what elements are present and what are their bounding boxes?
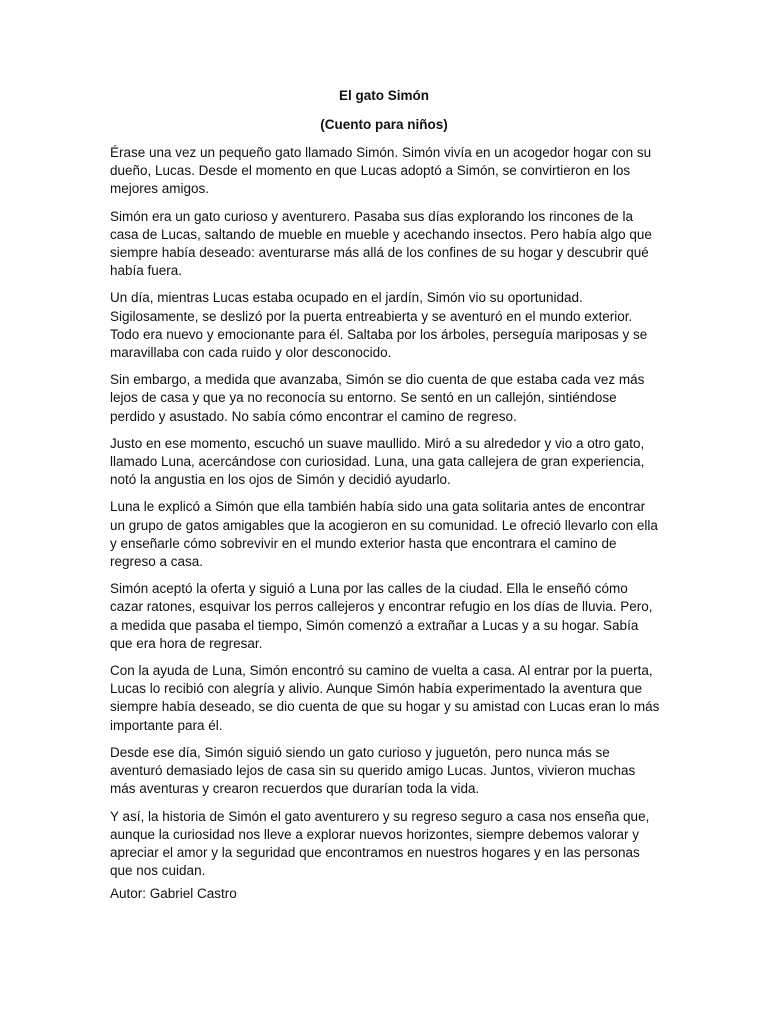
document-subtitle: (Cuento para niños): [320, 117, 448, 132]
paragraph-2: Simón era un gato curioso y aventurero. Pasaba sus días explorando los rincones de la casa de Lucas, saltando de mueble en mueble y acechando insectos. Pero había algo que siempre había deseado: aventurarse más allá de los confines de su hogar y descubrir qué había fuera.: [110, 208, 652, 279]
document-title: El gato Simón: [338, 88, 429, 103]
paragraph-3: Un día, mientras Lucas estaba ocupado en el jardín, Simón vio su oportunidad. Sigilosamente, se deslizó por la puerta entreabierta y se aventuró en el mundo exterior. Todo era nuevo y emocionante para él. Saltaba por los árboles, perseguía mariposas y se maravillaba con cada ruido y olor desconocido.: [110, 290, 648, 361]
paragraph-4: Sin embargo, a medida que avanzaba, Simón se dio cuenta de que estaba cada vez más lejos de casa y que ya no reconocía su entorno. Se sentó en un callejón, sintiéndose perdido y asustado. No sabía cómo encontrar el camino de regreso.: [110, 372, 645, 424]
paragraph-9: Desde ese día, Simón siguió siendo un gato curioso y juguetón, pero nunca más se aventuró demasiado lejos de casa sin su querido amigo Lucas. Juntos, vivieron muchas más aventuras y crearon recuerdos que durarían toda la vida.: [110, 744, 636, 797]
paragraph-10: Y así, la historia de Simón el gato aventurero y su regreso seguro a casa nos enseña que, aunque la curiosidad nos lleve a explorar nuevos horizontes, siempre debemos valorar y apreciar el amor y la seguridad que encontramos en nuestros hogares y en las personas que nos cuidan.: [110, 808, 650, 879]
story-body: [110, 144, 662, 889]
paragraph-6: Luna le explicó a Simón que ella también había sido una gata solitaria antes de encontrar un grupo de gatos amigables que la acogieron en su comunidad. Le ofreció llevarlo con ella y enseñarle cómo sobrevivir en el mundo exterior hasta que encontrara el camino de regreso a casa.: [110, 499, 658, 570]
paragraph-5: Justo en ese momento, escuchó un suave maullido. Miró a su alrededor y vio a otro gato, llamado Luna, acercándose con curiosidad. Luna, una gata callejera de gran experiencia, notó la angustia en los ojos de Simón y decidió ayudarlo.: [110, 435, 645, 488]
author-line: Autor: Gabriel Castro: [110, 886, 237, 901]
paragraph-1: Érase una vez un pequeño gato llamado Simón. Simón vivía en un acogedor hogar con su dueño, Lucas. Desde el momento en que Lucas adoptó a Simón, se convirtieron en los mejores amigos.: [110, 145, 652, 197]
paragraph-8: Con la ayuda de Luna, Simón encontró su camino de vuelta a casa. Al entrar por la puerta, Lucas lo recibió con alegría y alivio. Aunque Simón había experimentado la aventura que siempre había deseado, se dio cuenta de que su hogar y su amistad con Lucas eran lo más importante para él.: [110, 663, 660, 733]
paragraph-7: Simón aceptó la oferta y siguió a Luna por las calles de la ciudad. Ella le enseñó cómo cazar ratones, esquivar los perros callejeros y encontrar refugio en los días de lluvia. Pero, a medida que pasaba el tiempo, Simón comenzó a extrañar a Lucas y a su hogar. Sabía que era hora de regresar.: [110, 581, 653, 651]
